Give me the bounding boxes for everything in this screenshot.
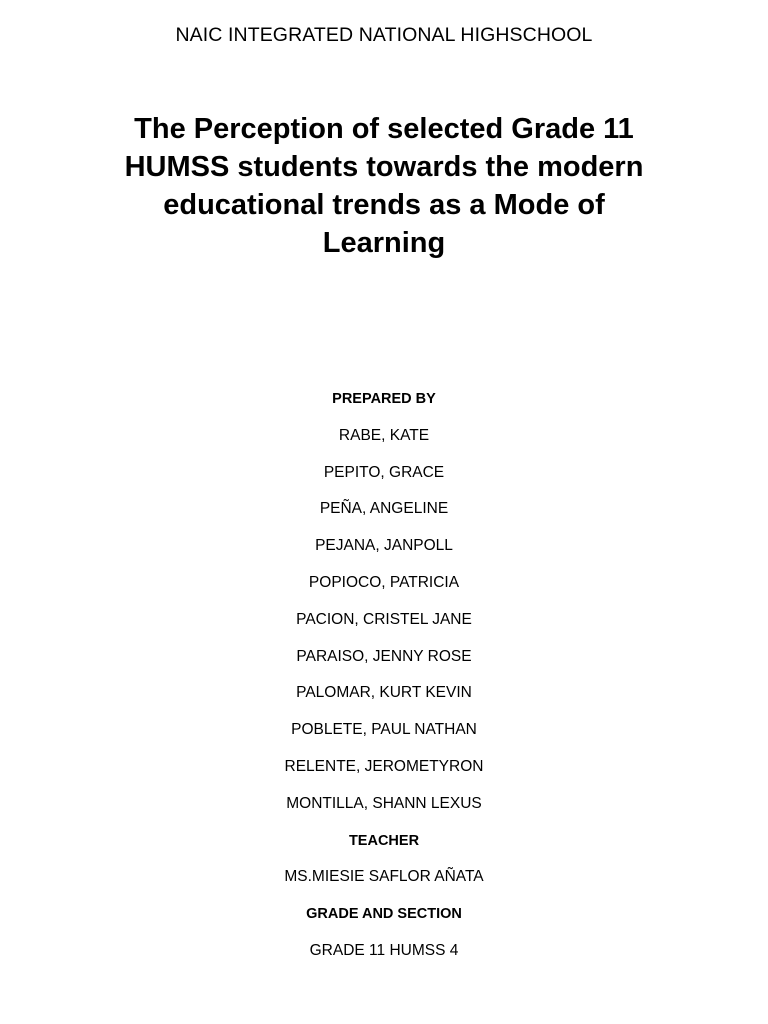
- school-name: NAIC INTEGRATED NATIONAL HIGHSCHOOL: [175, 24, 593, 46]
- research-title: The Perception of selected Grade 11 HUMSS students towards the modern educational trends as a Mode of Learning: [124, 113, 644, 259]
- grade-section-value: GRADE 11 HUMSS 4: [309, 941, 459, 959]
- teacher-name: MS.MIESIE SAFLOR AÑATA: [284, 868, 484, 886]
- prepared-by-heading: PREPARED BY: [332, 391, 436, 407]
- student-name: PEÑA, ANGELINE: [319, 500, 449, 518]
- student-name: PEJANA, JANPOLL: [315, 537, 453, 555]
- student-name: RELENTE, JEROMETYRON: [284, 757, 484, 775]
- student-name: PALOMAR, KURT KEVIN: [296, 684, 472, 702]
- student-name: PACION, CRISTEL JANE: [296, 610, 472, 628]
- teacher-heading: TEACHER: [348, 832, 420, 849]
- student-name: MONTILLA, SHANN LEXUS: [286, 794, 482, 812]
- grade-section-heading: GRADE AND SECTION: [306, 906, 462, 923]
- student-name: PEPITO, GRACE: [323, 463, 445, 481]
- student-name: POBLETE, PAUL NATHAN: [291, 721, 477, 739]
- credits-list: [0, 388, 768, 977]
- student-name: POPIOCO, PATRICIA: [308, 573, 460, 591]
- student-name: PARAISO, JENNY ROSE: [296, 647, 472, 665]
- student-name: RABE, KATE: [338, 426, 430, 444]
